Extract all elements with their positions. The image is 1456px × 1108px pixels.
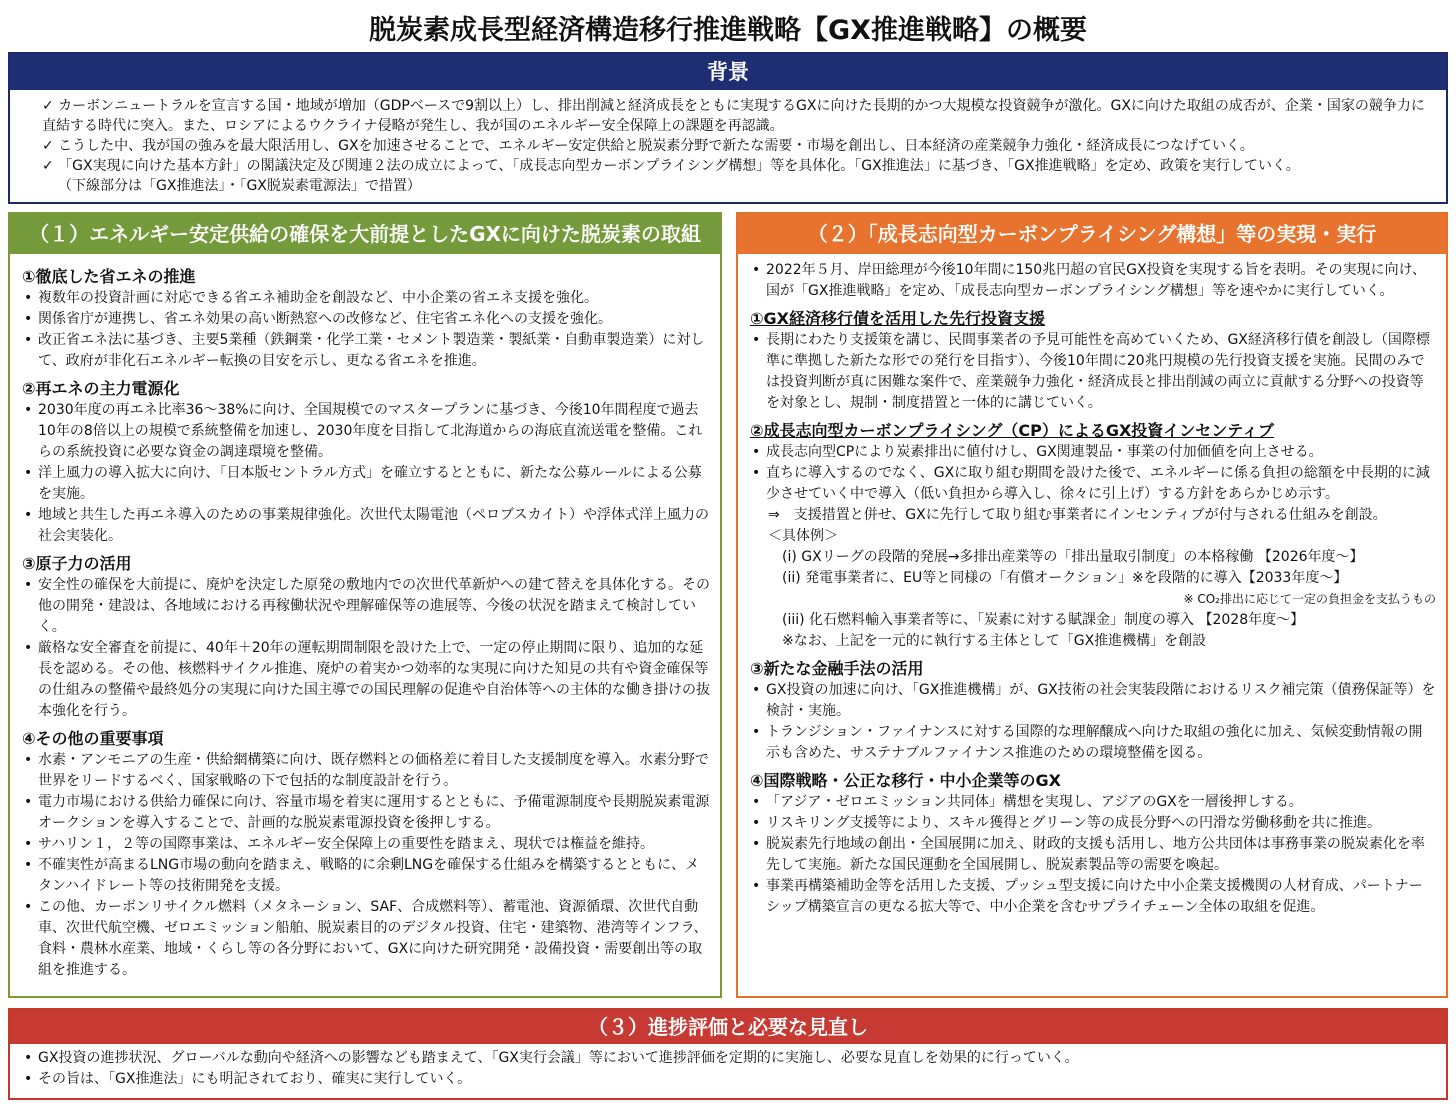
panel-carbon-pricing <box>736 212 1448 998</box>
list-item: • その旨は、「GX推進法」にも明記されており、確実に実行していく。 <box>22 1069 1434 1090</box>
list-item: • 改正省エネ法に基づき、主要5業種（鉄鋼業・化学工業・セメント製造業・製紙業・自動車製造業）に対して、政府が非化石エネルギー転換の目安を示し、更なる省エネを推進。 <box>22 330 710 372</box>
list-item: • GX投資の進捗状況、グローバルな動向や経済への影響なども踏まえて、「GX実行会議」等において進捗評価を定期的に実施し、必要な見直しを効果的に行っていく。 <box>22 1048 1434 1069</box>
list-item: • 2030年度の再エネ比率36～38%に向け、全国規模でのマスタープランに基づき、今後10年間程度で過去10年の8倍以上の規模で系統整備を加速し、2030年度を目指して北海道からの海底直流送電を整備。これらの系統投資に必要な資金の調達環境を整備。 <box>22 400 710 463</box>
panel-progress-review <box>8 1008 1448 1100</box>
list-item: • 不確実性が高まるLNG市場の動向を踏まえ、戦略的に余剰LNGを確保する仕組みを構築するとともに、メタンハイドレート等の技術開発を支援。 <box>22 855 710 897</box>
panel1-heading: （１）エネルギー安定供給の確保を大前提としたGXに向けた脱炭素の取組 <box>10 214 720 254</box>
footnote: ※ CO₂排出に応じて一定の負担金を支払うもの <box>1183 592 1436 606</box>
example-item: ※なお、上記を一元的に執行する主体として「GX推進機構」を創設 <box>782 633 1207 649</box>
panel2-heading: （２）「成長志向型カーボンプライシング構想」等の実現・実行 <box>738 214 1446 254</box>
section-international-title: ④国際戦略・公正な移行・中小企業等のGX <box>750 771 1062 790</box>
section-finance-title: ③新たな金融手法の活用 <box>750 659 924 678</box>
page-title: 脱炭素成長型経済構造移行推進戦略【GX推進戦略】の概要 <box>369 15 1087 46</box>
section-renewables-title: ②再エネの主力電源化 <box>22 379 180 398</box>
list-item: • 事業再構築補助金等を活用した支援、プッシュ型支援に向けた中小企業支援機関の人材育成、パートナーシップ構築宣言の更なる拡大等で、中小企業を含むサプライチェーン全体の取組を促進。 <box>750 876 1436 918</box>
section-nuclear-title: ③原子力の活用 <box>22 554 132 573</box>
list-item: • 「アジア・ゼロエミッション共同体」構想を実現し、アジアのGXを一層後押しする。 <box>750 792 1436 813</box>
list-item: • 地域と共生した再エネ導入のための事業規律強化。次世代太陽電池（ペロブスカイト）や浮体式洋上風力の社会実装化。 <box>22 505 710 547</box>
list-item: • 脱炭素先行地域の創出・全国展開に加え、財政的支援も活用し、地方公共団体は事務事業の脱炭素化を率先して実施。新たな国民運動を全国展開し、脱炭素製品等の需要を喚起。 <box>750 834 1436 876</box>
background-line-3: ✓ 「GX実現に向けた基本方針」の閣議決定及び関連２法の成立によって、「成長志向型カーボンプライシング構想」等を具体化。「GX推進法」に基づき、「GX推進戦略」を定め、政策を実行していく。 <box>42 158 1300 174</box>
background-line-1: ✓ カーボンニュートラルを宣言する国・地域が増加（GDPベースで9割以上）し、排出削減と経済成長をともに実現するGXに向けた長期的かつ大規模な投資競争が激化。GXに向けた取組の成否が、企業・国家の競争力に直結する時代に突入。また、ロシアによるウクライナ侵略が発生し、我が国のエネルギー安全保障上の課題を再認識。 <box>42 98 1425 134</box>
list-item: • トランジション・ファイナンスに対する国際的な理解醸成へ向けた取組の強化に加え、気候変動情報の開示も含めた、サステナブルファイナンス推進のための環境整備を図る。 <box>750 722 1436 764</box>
section-energy-saving-title: ①徹底した省エネの推進 <box>22 267 196 286</box>
list-item: • 洋上風力の導入拡大に向け、「日本版セントラル方式」を確立するとともに、新たな公募ルールによる公募を実施。 <box>22 463 710 505</box>
list-item: • リスキリング支援等により、スキル獲得とグリーン等の成長分野への円滑な労働移動を共に推進。 <box>750 813 1436 834</box>
section-transition-bond-title: ①GX経済移行債を活用した先行投資支援 <box>750 309 1046 328</box>
list-item: • 直ちに導入するのでなく、GXに取り組む期間を設けた後で、エネルギーに係る負担の総額を中長期的に減少させていく中で導入（低い負担から導入し、徐々に引上げ）する方針をあらかじめ示す。 <box>750 463 1436 505</box>
list-item: • この他、カーボンリサイクル燃料（メタネーション、SAF、合成燃料等）、蓄電池、資源循環、次世代自動車、次世代航空機、ゼロエミッション船舶、脱炭素目的のデジタル投資、住宅・建築物、港湾等インフラ、食料・農林水産業、地域・くらし等の各分野において、GXに向けた研究開発・設備投資・需要創出等の取組を推進する。 <box>22 897 710 981</box>
section-carbon-pricing-title: ②成長志向型カーボンプライシング（CP）によるGX投資インセンティブ <box>750 421 1275 440</box>
list-item: • 長期にわたり支援策を講じ、民間事業者の予見可能性を高めていくため、GX経済移行債を創設し（国際標準に準拠した新たな形での発行を目指す）、今後10年間に20兆円規模の先行投資支援を実施。民間のみでは投資判断が真に困難な案件で、産業競争力強化・経済成長と排出削減の両立に貢献する分野への投資等を対象とし、規制・制度措置と一体的に講じていく。 <box>750 330 1436 414</box>
panel2-intro: • 2022年５月、岸田総理が今後10年間に150兆円超の官民GX投資を実現する旨を表明。その実現に向け、国が「GX推進戦略」を定め、「成長志向型カーボンプライシング構想」等を速やかに実行していく。 <box>750 260 1436 302</box>
background-heading: 背景 <box>10 54 1446 90</box>
list-item: • 電力市場における供給力確保に向け、容量市場を着実に運用するとともに、予備電源制度や長期脱炭素電源オークションを導入することで、計画的な脱炭素電源投資を後押しする。 <box>22 792 710 834</box>
background-note: （下線部分は「GX推進法」・「GX脱炭素電源法」で措置） <box>58 178 421 194</box>
list-item: • 水素・アンモニアの生産・供給網構築に向け、既存燃料との価格差に着目した支援制度を導入。水素分野で世界をリードするべく、国家戦略の下で包括的な制度設計を行う。 <box>22 750 710 792</box>
example-item: (ii) 発電事業者に、EU等と同様の「有償オークション」※を段階的に導入【2033年度～】 <box>782 570 1348 586</box>
background-section <box>8 52 1448 204</box>
list-item: • サハリン１，２等の国際事業は、エネルギー安全保障上の重要性を踏まえ、現状では権益を維持。 <box>22 834 710 855</box>
list-item: • 複数年の投資計画に対応できる省エネ補助金を創設など、中小企業の省エネ支援を強化。 <box>22 288 710 309</box>
example-item: (i) GXリーグの段階的発展→多排出産業等の「排出量取引制度」の本格稼働 【2026年度～】 <box>782 549 1364 565</box>
list-item: • 安全性の確保を大前提に、廃炉を決定した原発の敷地内での次世代革新炉への建て替えを具体化する。その他の開発・建設は、各地域における再稼働状況や理解確保等の進展等、今後の状況を踏まえて検討していく。 <box>22 575 710 638</box>
list-item: • 厳格な安全審査を前提に、40年＋20年の運転期間制限を設けた上で、一定の停止期間に限り、追加的な延長を認める。その他、核燃料サイクル推進、廃炉の着実かつ効率的な実現に向けた知見の共有や資金確保等の仕組みの整備や最終処分の実現に向けた国主導での国民理解の促進や自治体等への主体的な働き掛けの抜本強化を行う。 <box>22 638 710 722</box>
list-item: • 成長志向型CPにより炭素排出に値付けし、GX関連製品・事業の付加価値を向上させる。 <box>750 442 1436 463</box>
list-item: • GX投資の加速に向け、「GX推進機構」が、GX技術の社会実装段階におけるリスク補完策（債務保証等）を検討・実施。 <box>750 680 1436 722</box>
list-item: • 関係省庁が連携し、省エネ効果の高い断熱窓への改修など、住宅省エネ化への支援を強化。 <box>22 309 710 330</box>
example-item: (iii) 化石燃料輸入事業者等に、「炭素に対する賦課金」制度の導入 【2028年度～】 <box>782 612 1305 628</box>
examples-label: ＜具体例＞ <box>768 528 838 544</box>
panel-energy-decarbonization <box>8 212 722 998</box>
arrow-line: ⇒ 支援措置と併せ、GXに先行して取り組む事業者にインセンティブが付与される仕組みを創設。 <box>768 507 1387 523</box>
section-other-title: ④その他の重要事項 <box>22 729 164 748</box>
panel3-heading: （３）進捗評価と必要な見直し <box>10 1010 1446 1044</box>
background-line-2: ✓ こうした中、我が国の強みを最大限活用し、GXを加速させることで、エネルギー安定供給と脱炭素分野で新たな需要・市場を創出し、日本経済の産業競争力強化・経済成長につなげていく。 <box>42 138 1254 154</box>
